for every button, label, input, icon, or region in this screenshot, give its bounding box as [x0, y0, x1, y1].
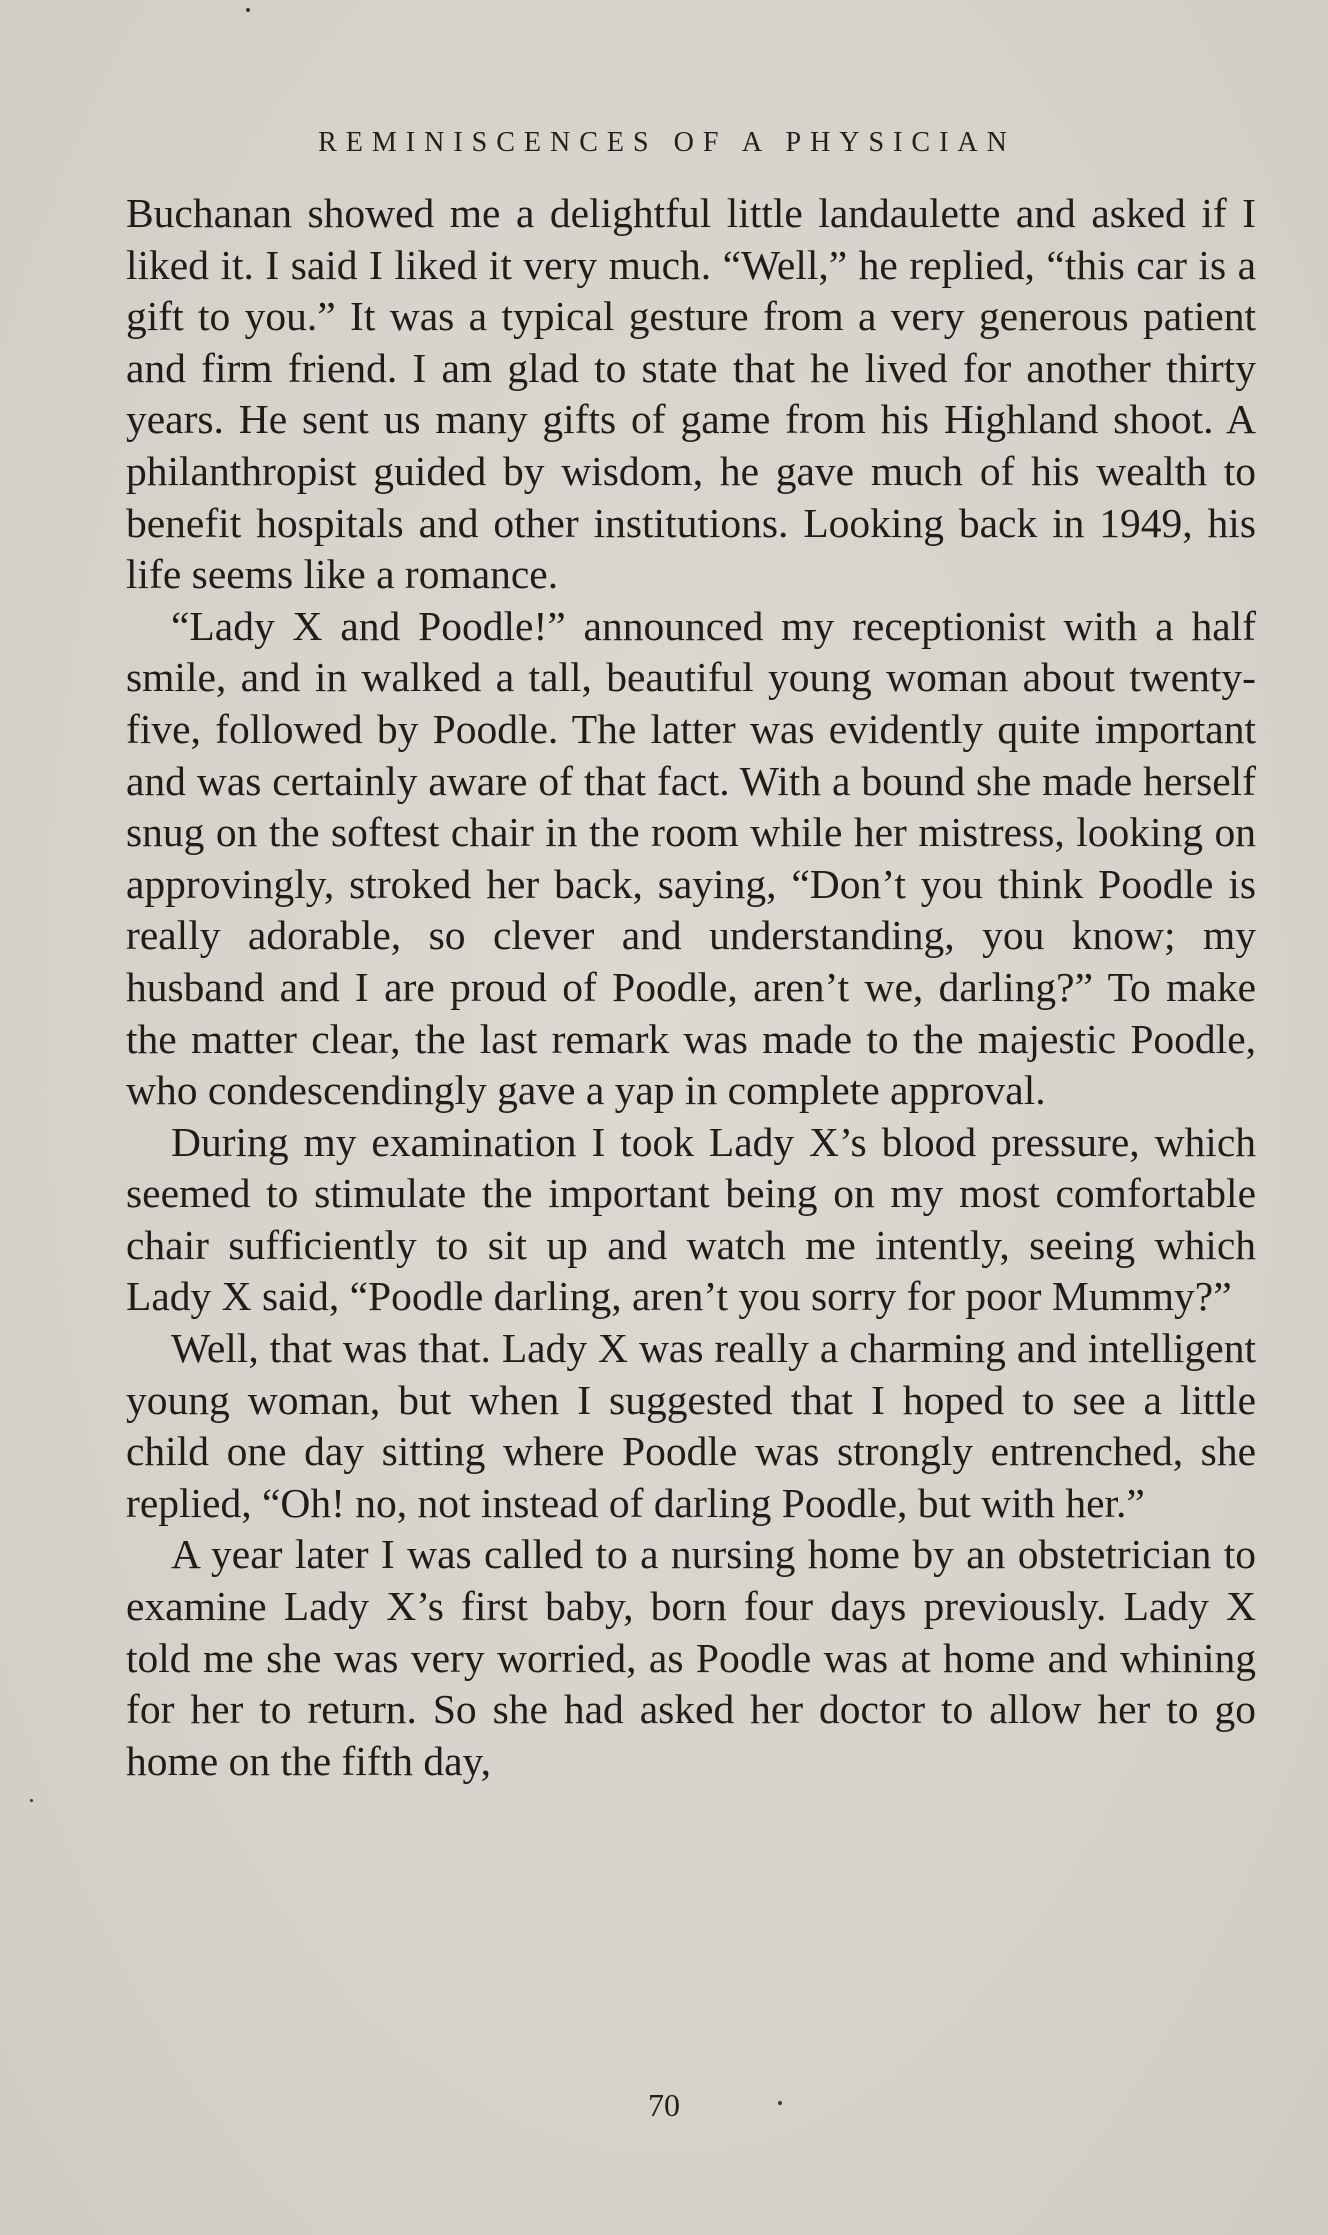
paragraph-lady-x-arrival: “Lady X and Poodle!” announced my receptionist with a half smile, and in walked a tall, beautiful young woman about twenty-five, followed by Poodle. The latter was evidently quite important and was certainly aware of that fact. With a bound she made herself snug on the softest chair in the room while her mistress, looking on approvingly, stroked her back, saying, “Don’t you think Poodle is really adorable, so clever and understanding, you know; my husband and I are proud of Poodle, aren’t we, darling?” To make the matter clear, the last remark was made to the majestic Poodle, who condescendingly gave a yap in complete approval.: [126, 602, 1256, 1114]
running-head: REMINISCENCES OF A PHYSICIAN: [318, 127, 1016, 158]
paragraph-buchanan: Buchanan showed me a delightful little landaulette and asked if I liked it. I said I liked it very much. “Well,” he replied, “this car is a gift to you.” It was a typical gesture from a very generous patient and firm friend. I am glad to state that he lived for another thirty years. He sent us many gifts of game from his Highland shoot. A philanthropist guided by wisdom, he gave much of his wealth to benefit hospitals and other institutions. Looking back in 1949, his life seems like a romance.: [126, 190, 1256, 598]
page-number: 70: [648, 2087, 680, 2123]
body-text: [126, 188, 1256, 1787]
paper-speck: [30, 1799, 33, 1802]
paragraph-year-later: A year later I was called to a nursing home by an obstetrician to examine Lady X’s first baby, born four days previously. Lady X told me she was very worried, as Poodle was at home and whining for her to return. So she had asked her doctor to allow her to go home on the fifth day,: [126, 1531, 1256, 1784]
paragraph-examination: During my examination I took Lady X’s blood pressure, which seemed to stimulate the important being on my most comfortable chair sufficiently to sit up and watch me intently, seeing which Lady X said, “Poodle darling, aren’t you sorry for poor Mummy?”: [126, 1118, 1256, 1320]
paragraph-that-was-that: Well, that was that. Lady X was really a charming and intelligent young woman, but when I suggested that I hoped to see a little child one day sitting where Poodle was strongly entrenched, she replied, “Oh! no, not instead of darling Poodle, but with her.”: [126, 1325, 1256, 1526]
paper-speck: [246, 8, 250, 12]
